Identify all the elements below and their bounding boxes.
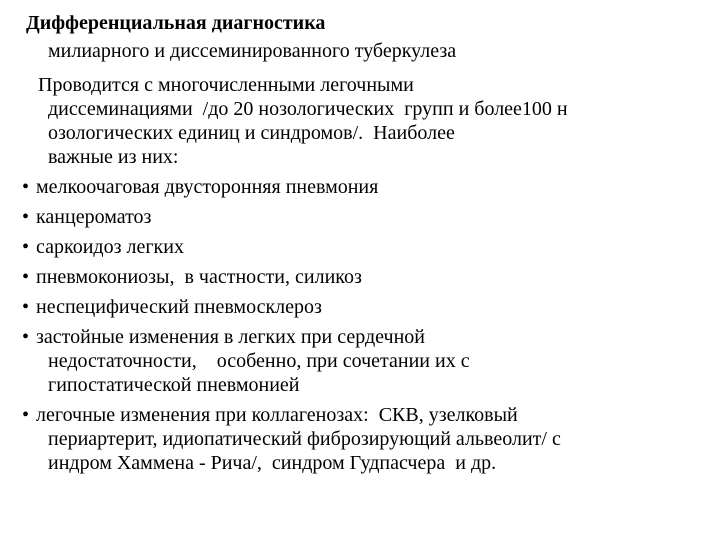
bullet-item-6-line-3: гипостатической пневмонией bbox=[48, 374, 300, 396]
bullet-item-4: пневмокониозы, в частности, силикоз bbox=[36, 266, 362, 288]
bullet-marker: • bbox=[22, 326, 30, 348]
bullet-marker: • bbox=[22, 266, 30, 288]
bullet-marker: • bbox=[22, 206, 30, 228]
bullet-item-1: мелкоочаговая двусторонняя пневмония bbox=[36, 176, 379, 198]
bullet-item-5: неспецифический пневмосклероз bbox=[36, 296, 322, 318]
bullet-item-7-line-3: индром Хаммена - Рича/, синдром Гудпасчера и др. bbox=[48, 452, 497, 474]
bullet-marker: • bbox=[22, 404, 30, 426]
bullet-item-7-line-2: периартерит, идиопатический фиброзирующий альвеолит/ с bbox=[48, 428, 561, 450]
bullet-item-3: саркоидоз легких bbox=[36, 236, 184, 258]
intro-line-2: диссеминациями /до 20 нозологических групп и более100 н bbox=[48, 98, 568, 120]
title-line-1: Дифференциальная диагностика bbox=[26, 12, 326, 34]
bullet-item-6-line-1: застойные изменения в легких при сердечной bbox=[36, 326, 425, 348]
bullet-marker: • bbox=[22, 236, 30, 258]
bullet-marker: • bbox=[22, 296, 30, 318]
intro-line-3: озологических единиц и синдромов/. Наиболее bbox=[48, 122, 455, 144]
bullet-item-6-line-2: недостаточности, особенно, при сочетании их с bbox=[48, 350, 470, 372]
bullet-marker: • bbox=[22, 176, 30, 198]
title-line-2: милиарного и диссеминированного туберкулеза bbox=[48, 40, 457, 62]
bullet-item-2: канцероматоз bbox=[36, 206, 152, 228]
intro-line-4: важные из них: bbox=[48, 146, 179, 168]
intro-line-1: Проводится с многочисленными легочными bbox=[38, 74, 414, 96]
bullet-item-7-line-1: легочные изменения при коллагенозах: СКВ, узелковый bbox=[36, 404, 518, 426]
